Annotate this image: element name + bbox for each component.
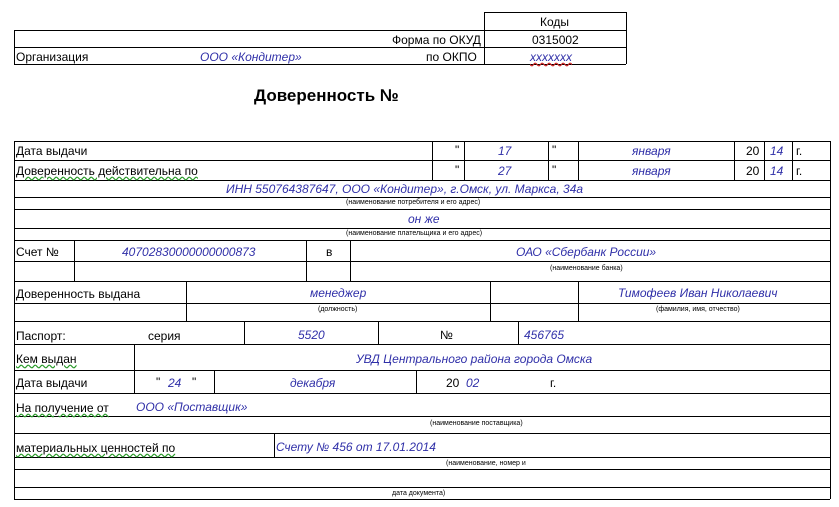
account-label: Счет № [16, 245, 59, 259]
passport-date-label: Дата выдачи [16, 376, 88, 390]
organization-label: Организация [16, 50, 89, 64]
form-okud-value: 0315002 [532, 33, 579, 47]
position-caption: (должность) [318, 306, 358, 313]
quote-open: " [156, 375, 161, 389]
valid-year: 14 [770, 164, 784, 178]
passport-series-label: серия [148, 329, 181, 343]
okpo-label: по ОКПО [426, 50, 477, 64]
passport-day: 24 [168, 376, 182, 390]
bank-name: ОАО «Сбербанк России» [516, 245, 657, 259]
issue-date-label: Дата выдачи [16, 144, 88, 158]
supplier-caption: (наименование поставщика) [430, 420, 523, 427]
account-in-label: в [326, 245, 333, 259]
name-caption: (фамилия, имя, отчество) [656, 306, 740, 313]
materials-label: материальных ценностей по [16, 441, 176, 455]
issue-day: 17 [498, 144, 512, 158]
passport-series: 5520 [298, 328, 325, 342]
valid-year-suffix: г. [796, 164, 803, 178]
okpo-value: ххххххх [530, 50, 572, 64]
form-okud-label: Форма по ОКУД [392, 33, 481, 47]
quote-close: " [192, 375, 197, 389]
passport-number: 456765 [524, 328, 565, 342]
document-title: Доверенность № [254, 86, 399, 105]
consumer-value: ИНН 550764387647, ООО «Кондитер», г.Омск, ул. Маркса, 34а [226, 182, 584, 196]
quote-close: " [552, 163, 557, 177]
payer-value: он же [408, 212, 440, 226]
consumer-caption: (наименование потребителя и его адрес) [346, 199, 481, 206]
issued-by-label: Кем выдан [16, 352, 77, 366]
issued-to-position: менеджер [310, 286, 367, 300]
passport-year: 02 [466, 376, 480, 390]
issue-month: января [632, 144, 671, 158]
valid-day: 27 [498, 164, 512, 178]
receive-from-label: На получение от [16, 401, 109, 415]
passport-year-suffix: г. [550, 376, 557, 390]
materials-value: Счету № 456 от 17.01.2014 [276, 440, 436, 454]
issue-year-suffix: г. [796, 144, 803, 158]
passport-year-prefix: 20 [446, 376, 460, 390]
account-number: 40702830000000000873 [122, 245, 256, 259]
issued-to-name: Тимофеев Иван Николаевич [618, 286, 778, 300]
organization-value: ООО «Кондитер» [200, 50, 302, 64]
quote-open: " [455, 163, 460, 177]
issued-by-value: УВД Центрального района города Омска [356, 352, 593, 366]
codes-header: Коды [540, 15, 570, 29]
passport-month: декабря [290, 376, 336, 390]
passport-label: Паспорт: [16, 329, 66, 343]
receive-from-value: ООО «Поставщик» [136, 400, 248, 414]
issue-year: 14 [770, 144, 784, 158]
valid-month: января [632, 164, 671, 178]
bank-caption: (наименование банка) [550, 265, 623, 272]
passport-number-label: № [440, 328, 453, 342]
issued-to-label: Доверенность выдана [16, 287, 141, 301]
quote-open: " [455, 143, 460, 157]
quote-close: " [552, 143, 557, 157]
valid-year-prefix: 20 [746, 164, 760, 178]
payer-caption: (наименование плательщика и его адрес) [346, 230, 483, 237]
materials-caption: (наименование, номер и [446, 460, 526, 467]
issue-year-prefix: 20 [746, 144, 760, 158]
valid-until-label: Доверенность действительна по [16, 164, 198, 178]
materials-caption-2: дата документа) [392, 490, 446, 497]
